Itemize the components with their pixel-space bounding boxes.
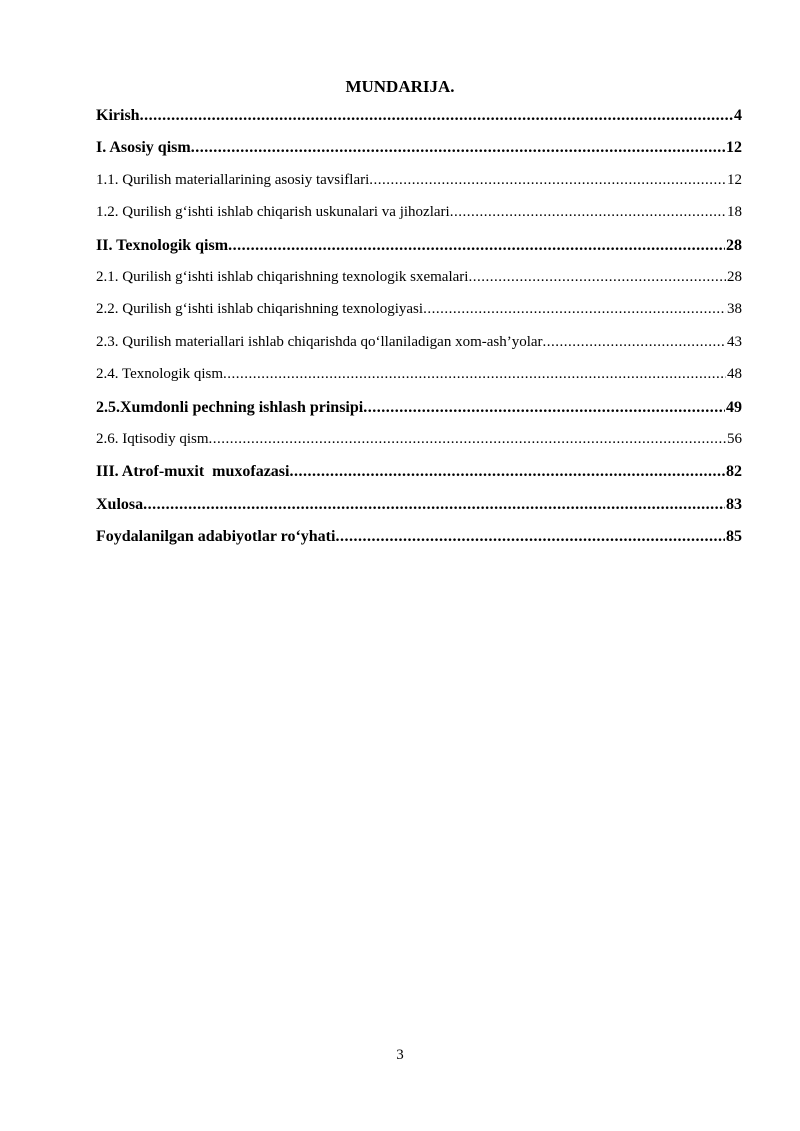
- dot-leader: [423, 301, 726, 318]
- toc-entry-xulosa[interactable]: [96, 496, 742, 528]
- toc-entry-title: 2.4. Texnologik qism: [96, 366, 224, 383]
- toc-entry-page: 38: [727, 301, 742, 318]
- dot-leader: [209, 431, 726, 448]
- toc-entry-title: 1.2. Qurilish g‘ishti ishlab chiqarish uskunalari va jihozlari: [96, 204, 450, 221]
- toc-entry-title: Kirish: [96, 107, 140, 124]
- toc-entry-title: Xulosa: [96, 495, 144, 513]
- toc-entry-kirish[interactable]: [96, 107, 742, 139]
- toc-entry-page: 82: [726, 463, 742, 481]
- toc-entry-title: II. Texnologik qism: [96, 236, 229, 254]
- toc-entry-number: 2.5.: [96, 398, 120, 416]
- toc-entry-title: Xumdonli pechning ishlash prinsipi: [120, 398, 364, 416]
- toc-entry-title: 2.6. Iqtisodiy qism: [96, 430, 209, 447]
- toc-entry-adabiyotlar[interactable]: [96, 528, 742, 560]
- toc-entry-page: 83: [726, 495, 742, 513]
- page-title: MUNDARIJA.: [345, 77, 455, 96]
- toc-entry-page: 28: [727, 268, 742, 285]
- toc-entry-2-1[interactable]: [96, 269, 742, 301]
- dot-leader: [191, 139, 725, 157]
- dot-leader: [363, 399, 725, 417]
- toc-entry-atrof-muxit[interactable]: [96, 463, 742, 495]
- toc-entry-page: 12: [727, 171, 742, 188]
- toc-entry-1-2[interactable]: [96, 204, 742, 236]
- dot-leader: [228, 237, 725, 255]
- toc-entry-2-2[interactable]: [96, 301, 742, 333]
- dot-leader: [450, 204, 726, 221]
- toc-entry-2-5[interactable]: [96, 399, 742, 431]
- toc-entry-title: 2.2. Qurilish g‘ishti ishlab chiqarishning texnologiyasi: [96, 301, 424, 318]
- toc-entry-title: 2.1. Qurilish g‘ishti ishlab chiqarishning texnologik sxemalari: [96, 268, 469, 285]
- toc-entry-page: 28: [726, 236, 742, 254]
- table-of-contents: [96, 107, 742, 560]
- dot-leader: [468, 269, 726, 286]
- dot-leader: [143, 496, 725, 514]
- toc-entry-page: 85: [726, 528, 742, 546]
- toc-entry-page: 48: [727, 366, 742, 383]
- page-number: 3: [396, 1047, 404, 1063]
- dot-leader: [369, 172, 726, 189]
- dot-leader: [289, 463, 725, 481]
- toc-entry-page: 12: [726, 139, 742, 157]
- toc-entry-page: 18: [727, 204, 742, 221]
- toc-entry-title: Foydalanilgan adabiyotlar ro‘yhati: [96, 528, 336, 546]
- dot-leader: [223, 366, 726, 383]
- toc-entry-title: I. Asosiy qism: [96, 139, 191, 157]
- toc-entry-page: 4: [734, 107, 742, 124]
- toc-entry-2-4[interactable]: [96, 366, 742, 398]
- toc-entry-2-6[interactable]: [96, 431, 742, 463]
- toc-entry-page: 56: [727, 430, 742, 447]
- toc-entry-title: 2.3. Qurilish materiallari ishlab chiqarishda qo‘llaniladigan xom-ash’yolar: [96, 333, 543, 350]
- toc-entry-page: 49: [726, 398, 742, 416]
- toc-entry-texnologik-qism[interactable]: [96, 237, 742, 269]
- dot-leader: [335, 528, 725, 546]
- toc-entry-asosiy-qism[interactable]: [96, 139, 742, 171]
- dot-leader: [543, 334, 726, 351]
- toc-entry-1-1[interactable]: [96, 172, 742, 204]
- toc-entry-title: 1.1. Qurilish materiallarining asosiy tavsiflari: [96, 171, 370, 188]
- dot-leader: [140, 107, 733, 125]
- toc-entry-title: III. Atrof-muxit muxofazasi: [96, 463, 290, 481]
- toc-entry-page: 43: [727, 333, 742, 350]
- toc-entry-2-3[interactable]: [96, 334, 742, 366]
